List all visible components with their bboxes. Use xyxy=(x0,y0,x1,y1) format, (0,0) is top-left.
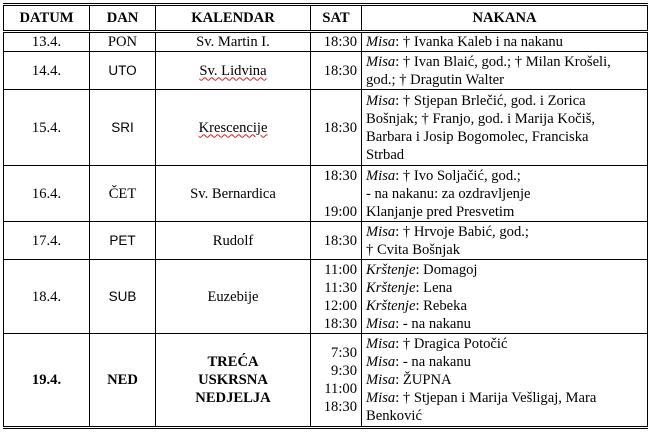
intention-line xyxy=(366,203,643,221)
intention-text: : † Ivan Blaić, god.; † Milan Krošeli, xyxy=(395,53,611,70)
time-entry: 18:30 xyxy=(323,62,357,79)
intention-prefix: Misa xyxy=(366,167,396,184)
intention-prefix: Krštenje xyxy=(366,261,416,278)
table-row xyxy=(4,90,648,166)
date-cell: 13.4. xyxy=(4,32,90,52)
header-dan: DAN xyxy=(90,5,156,32)
intention-text: : ŽUPNA xyxy=(395,372,452,388)
intention-text: god.; † Dragutin Walter xyxy=(366,71,504,88)
intention-line xyxy=(366,110,643,128)
intention-cell xyxy=(362,166,648,222)
day-cell: NED xyxy=(90,334,156,428)
intention-text: Barbara i Josip Bogomolec, Franciska xyxy=(366,128,589,145)
date-cell: 14.4. xyxy=(4,52,90,90)
intention-text: : Rebeka xyxy=(415,297,467,314)
calendar-line: USKRSNA xyxy=(198,372,268,388)
day-cell: PET xyxy=(90,222,156,260)
time-cell xyxy=(311,166,362,222)
calendar-cell xyxy=(156,334,311,428)
time-cell xyxy=(311,334,362,428)
intention-line xyxy=(366,353,643,371)
date-cell: 18.4. xyxy=(4,260,90,334)
intention-line xyxy=(366,407,643,425)
calendar-name: Sv. Lidvina xyxy=(199,62,267,79)
header-sat: SAT xyxy=(311,5,362,32)
intention-text: : - na nakanu xyxy=(395,354,471,370)
time-spacer xyxy=(315,185,357,203)
header-nakana: NAKANA xyxy=(362,5,648,32)
intention-text: : † Stjepan Brlečić, god. i Zorica xyxy=(395,92,586,109)
time-cell xyxy=(311,260,362,334)
intention-prefix: Misa xyxy=(366,223,396,240)
time-entry: 12:00 xyxy=(323,297,357,314)
time-entry: 7:30 xyxy=(331,345,357,361)
intention-line xyxy=(366,71,643,89)
date-cell: 19.4. xyxy=(4,334,90,428)
intention-cell xyxy=(362,222,648,260)
intention-line xyxy=(366,279,643,297)
header-kalendar: KALENDAR xyxy=(156,5,311,32)
intention-line xyxy=(366,315,643,333)
intention-line xyxy=(366,297,643,315)
intention-prefix: Misa xyxy=(366,354,396,370)
calendar-cell: Euzebije xyxy=(156,260,311,334)
time-cell xyxy=(311,222,362,260)
table-row xyxy=(4,260,648,334)
intention-prefix: Misa xyxy=(366,390,396,406)
intention-prefix: Misa xyxy=(366,372,396,388)
intention-line xyxy=(366,128,643,146)
intention-line xyxy=(366,389,643,407)
intention-text: Benković xyxy=(366,408,422,424)
calendar-cell: Rudolf xyxy=(156,222,311,260)
calendar-cell xyxy=(156,52,311,90)
table-row xyxy=(4,222,648,260)
calendar-cell: Sv. Bernardica xyxy=(156,166,311,222)
intention-line xyxy=(366,241,643,259)
intention-cell xyxy=(362,260,648,334)
intention-line xyxy=(366,146,643,164)
intention-prefix: Misa xyxy=(366,315,396,332)
day-cell: SUB xyxy=(90,260,156,334)
day-cell: PON xyxy=(90,32,156,52)
time-entry: 19:00 xyxy=(323,203,357,220)
intention-line xyxy=(366,53,643,71)
mass-schedule-table xyxy=(3,3,648,429)
calendar-name: Krescencije xyxy=(198,119,268,136)
intention-cell xyxy=(362,90,648,166)
intention-text: : † Dragica Potočić xyxy=(395,336,508,352)
table-row xyxy=(4,52,648,90)
calendar-line: NEDJELJA xyxy=(195,390,271,406)
table-row xyxy=(4,334,648,428)
time-entry: 18:30 xyxy=(323,167,357,184)
intention-prefix: Misa xyxy=(366,34,396,50)
intention-cell xyxy=(362,32,648,52)
intention-line xyxy=(366,33,643,51)
intention-text: Klanjanje pred Presvetim xyxy=(366,203,515,220)
intention-cell xyxy=(362,334,648,428)
table-row xyxy=(4,166,648,222)
intention-text: : - na nakanu xyxy=(395,315,471,332)
time-entry: 18:30 xyxy=(323,315,357,332)
time-entry: 11:00 xyxy=(324,261,357,278)
calendar-cell: Sv. Martin I. xyxy=(156,32,311,52)
time-cell xyxy=(311,90,362,166)
intention-line xyxy=(366,92,643,110)
intention-text: : Lena xyxy=(415,279,453,296)
intention-cell xyxy=(362,52,648,90)
intention-line xyxy=(366,167,643,185)
intention-prefix: Misa xyxy=(366,92,396,109)
header-datum: DATUM xyxy=(4,5,90,32)
time-cell xyxy=(311,52,362,90)
time-entry: 9:30 xyxy=(331,363,357,379)
time-entry: 18:30 xyxy=(323,232,357,249)
time-entry: 11:30 xyxy=(324,279,357,296)
calendar-line: TREĆA xyxy=(207,354,259,370)
day-cell: ČET xyxy=(90,166,156,222)
header-row xyxy=(4,5,648,32)
time-entry: 18:30 xyxy=(323,119,357,136)
intention-text: : † Hrvoje Babić, god.; xyxy=(395,223,529,240)
date-cell: 15.4. xyxy=(4,90,90,166)
intention-text: Strbad xyxy=(366,146,405,163)
intention-line xyxy=(366,335,643,353)
time-entry: 18:30 xyxy=(323,399,357,415)
calendar-cell xyxy=(156,90,311,166)
intention-text: † Cvita Bošnjak xyxy=(366,241,461,258)
time-cell xyxy=(311,32,362,52)
intention-prefix: Misa xyxy=(366,336,396,352)
time-entry: 18:30 xyxy=(323,34,357,50)
date-cell: 17.4. xyxy=(4,222,90,260)
intention-line xyxy=(366,261,643,279)
intention-text: : † Ivanka Kaleb i na nakanu xyxy=(395,34,563,50)
intention-text: : Domagoj xyxy=(415,261,478,278)
intention-text: - na nakanu: za ozdravljenje xyxy=(366,185,531,202)
intention-text: : † Ivo Soljačić, god.; xyxy=(395,167,521,184)
day-cell: SRI xyxy=(90,90,156,166)
date-cell: 16.4. xyxy=(4,166,90,222)
intention-text: Bošnjak; † Franjo, god. i Marija Kočiš, xyxy=(366,110,596,127)
intention-line xyxy=(366,185,643,203)
time-entry: 11:00 xyxy=(324,381,357,397)
day-cell: UTO xyxy=(90,52,156,90)
intention-line xyxy=(366,223,643,241)
intention-line xyxy=(366,371,643,389)
intention-prefix: Krštenje xyxy=(366,279,416,296)
table-row xyxy=(4,32,648,52)
intention-text: : † Stjepan i Marija Vešligaj, Mara xyxy=(395,390,597,406)
intention-prefix: Krštenje xyxy=(366,297,416,314)
intention-prefix: Misa xyxy=(366,53,396,70)
